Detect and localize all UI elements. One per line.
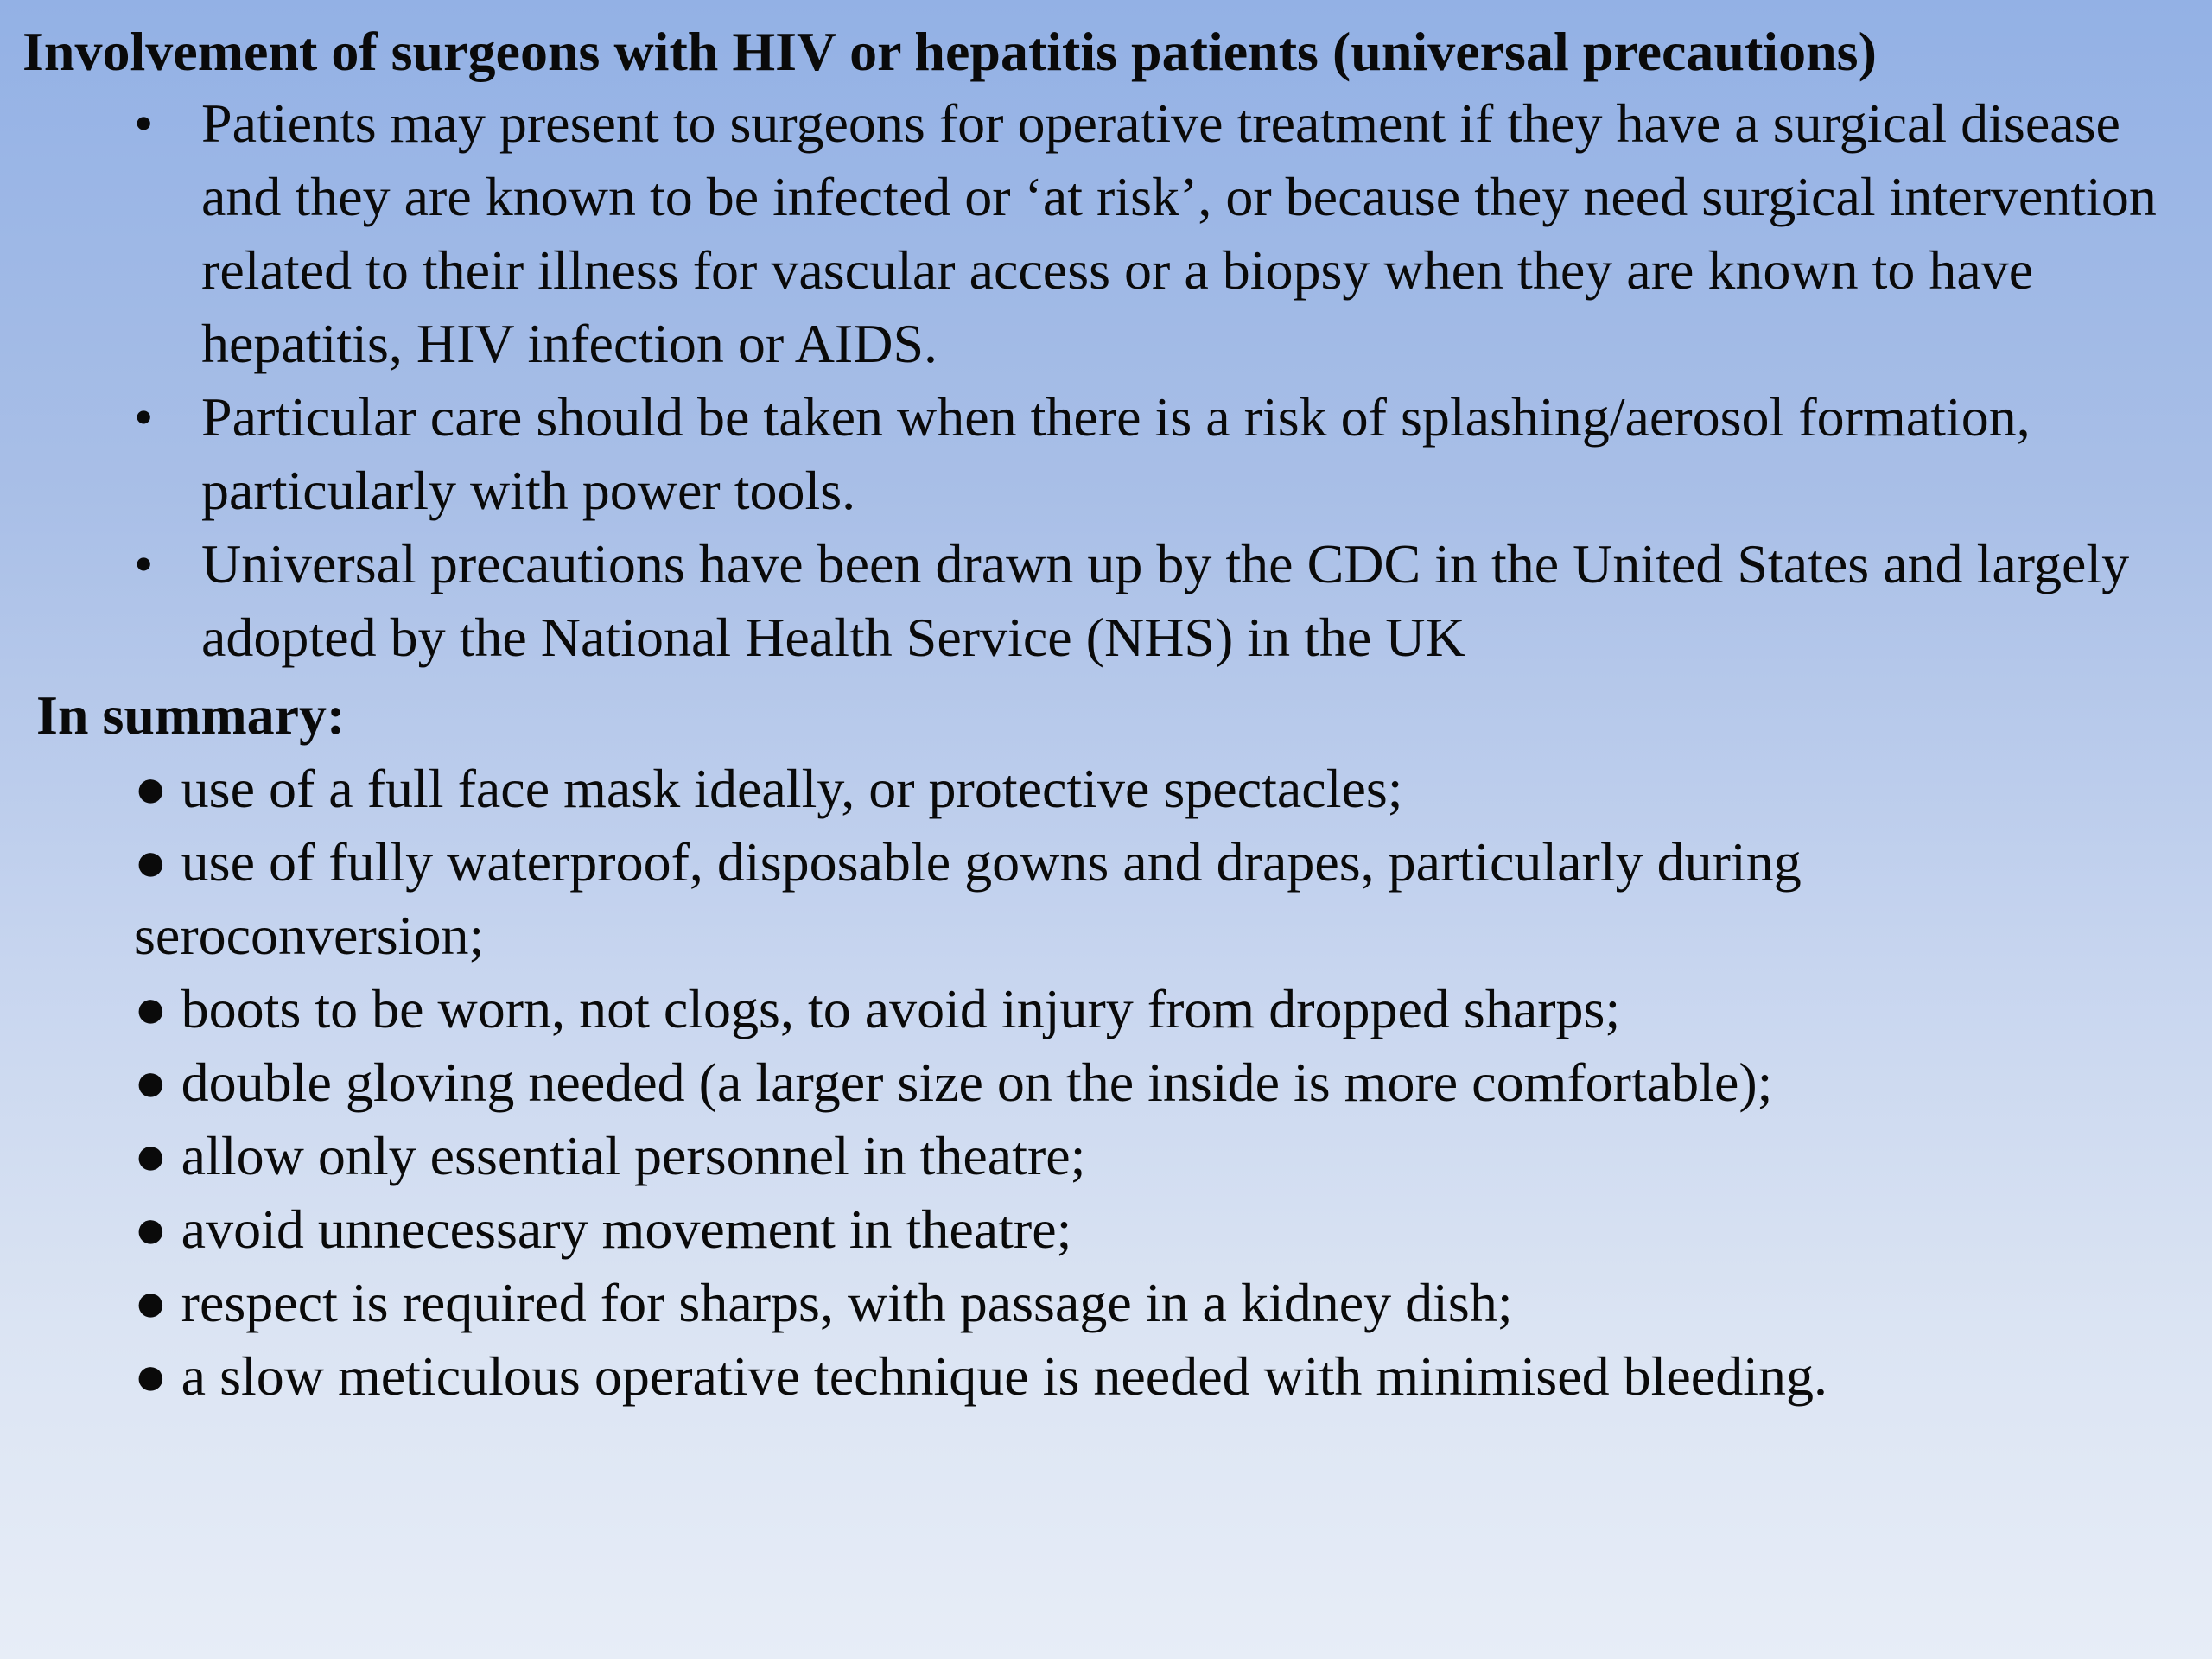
summary-text: ● allow only essential personnel in theatre; xyxy=(134,1125,1086,1186)
summary-heading: In summary: xyxy=(36,684,346,746)
summary-text: ● respect is required for sharps, with passage in a kidney dish; xyxy=(134,1272,1513,1333)
summary-text: ● use of a full face mask ideally, or protective spectacles; xyxy=(134,758,1403,819)
bullet-dot-icon: • xyxy=(134,533,154,594)
slide-title: Involvement of surgeons with HIV or hepatitis patients (universal precautions) xyxy=(22,21,1877,82)
bullet-text: Patients may present to surgeons for operative treatment if they have a surgical disease and they are known to be infected or ‘at risk’, or because they need surgical intervention related to their illness for vascular access or a biopsy when they are known to have hepatitis, HIV infection or AIDS. xyxy=(201,92,2157,374)
summary-text: ● use of fully waterproof, disposable gowns and drapes, particularly during xyxy=(134,831,1802,893)
summary-text: ● double gloving needed (a larger size on the inside is more comfortable); xyxy=(134,1052,1773,1113)
bullet-text: Universal precautions have been drawn up by the CDC in the United States and largely adopted by the National Health Service (NHS) in the UK xyxy=(201,533,2130,668)
summary-line xyxy=(0,899,1827,972)
bullet-dot-icon: • xyxy=(134,386,154,448)
summary-line xyxy=(0,825,1827,899)
summary-line xyxy=(0,972,1827,1046)
bullet-text: Particular care should be taken when there is a risk of splashing/aerosol formation, particularly with power tools. xyxy=(201,386,2031,521)
summary-line xyxy=(0,1046,1827,1119)
summary-line xyxy=(0,1339,1827,1413)
bullet-item xyxy=(0,380,2189,527)
summary-text: seroconversion; xyxy=(134,905,485,966)
summary-line xyxy=(0,1266,1827,1339)
summary-text: ● avoid unnecessary movement in theatre; xyxy=(134,1198,1072,1260)
summary-line xyxy=(0,752,1827,825)
summary-list xyxy=(0,752,1827,1413)
bullet-item xyxy=(0,527,2189,674)
bullet-dot-icon: • xyxy=(134,92,154,154)
bullet-item xyxy=(0,86,2189,380)
bullet-list xyxy=(0,86,2189,674)
summary-line xyxy=(0,1192,1827,1266)
summary-text: ● a slow meticulous operative technique is needed with minimised bleeding. xyxy=(134,1345,1827,1407)
summary-text: ● boots to be worn, not clogs, to avoid injury from dropped sharps; xyxy=(134,978,1621,1039)
summary-line xyxy=(0,1119,1827,1192)
